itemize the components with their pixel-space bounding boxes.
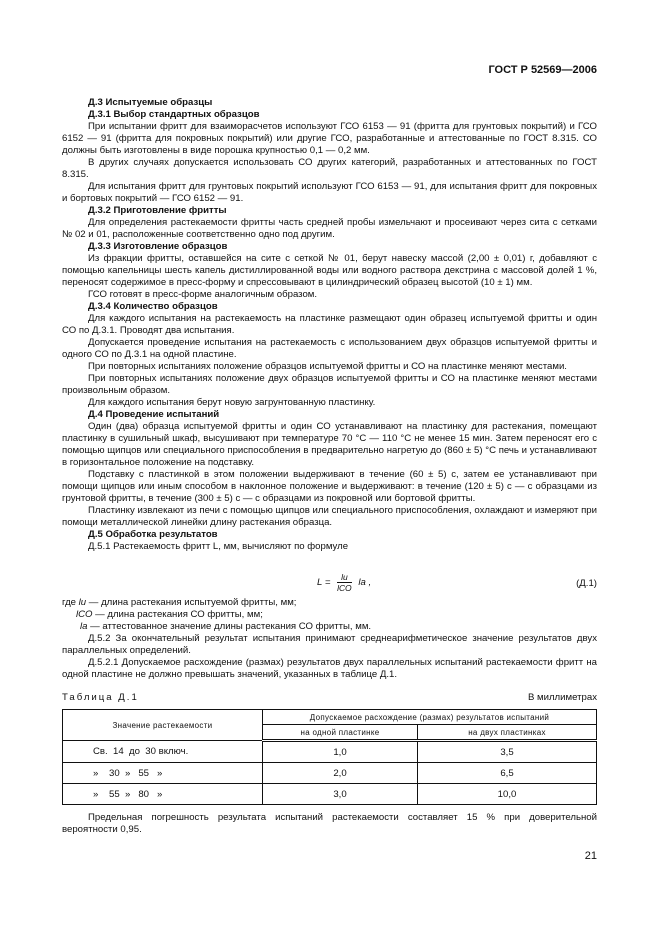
paragraph: Предельная погрешность результата испытаний растекаемости составляет 15 % при доверительной вероятности 0,95. <box>62 812 597 835</box>
formula-factor: lа , <box>358 577 372 589</box>
section-heading: Д.5 Обработка результатов <box>88 529 218 540</box>
paragraph: Допускается проведение испытания на растекаемость с использованием двух образцов испытуемой фритты и одного СО по Д.3.1 на одной пластине. <box>62 337 597 360</box>
paragraph: ГСО готовят в пресс-форме аналогичным образом. <box>88 289 318 300</box>
paragraph: Для определения растекаемости фритты часть средней пробы измельчают и просеивают через сита с сетками № 02 и 01, расположенные соответственно одно под другим. <box>62 217 597 240</box>
formula-lhs: L = <box>317 577 331 589</box>
paragraph: Для каждого испытания на растекаемость на пластинке размещают один образец испытуемой фритты и один СО по Д.3.1. Проводят два испытания. <box>62 313 597 336</box>
formula-d1 <box>62 570 597 594</box>
paragraph: При повторных испытаниях положение образцов испытуемой фритты и СО на пластинке меняют местами. <box>88 361 567 372</box>
paragraph: Для испытания фритт для грунтовых покрытий используют ГСО 6153 — 91, для испытания фритт для покровных и бортовых покрытий — ГСО 6152 — 91. <box>62 181 597 204</box>
header-value: Значение растекаемости <box>63 710 263 741</box>
final-text <box>62 812 597 836</box>
paragraph: При повторных испытаниях положение двух образцов испытуемой фритты и СО на пластинке меняют местами произвольным образом. <box>62 373 597 396</box>
formula-fraction <box>337 572 352 593</box>
section-heading: Д.3 Испытуемые образцы <box>88 97 213 108</box>
table-caption <box>62 692 597 703</box>
paragraph: В других случаях допускается использовать СО других категорий, разработанных и аттестованных по ГОСТ 8.315. <box>62 157 597 180</box>
table-row: » 55 » 80 » 3,0 10,0 <box>63 784 597 805</box>
header-two-plates: на двух пластинках <box>418 725 597 741</box>
header-one-plate: на одной пластинке <box>263 725 418 741</box>
paragraph: Из фракции фритты, оставшейся на сите с сеткой № 01, берут навеску массой (2,00 ± 0,01) г, добавляют с помощью капельницы шесть капель дистиллированной воды или водного раствора декстрина с массовой долей 1 %, переносят содержимое в пресс-форму и спрессовывают в цилиндрический образец высотой (10 ± 1) мм. <box>62 253 597 288</box>
header-group: Допускаемое расхождение (размах) результатов испытаний <box>263 710 597 725</box>
section-heading: Д.3.1 Выбор стандартных образцов <box>88 109 260 120</box>
paragraph: При испытании фритт для взаиморасчетов используют ГСО 6153 — 91 (фритта для грунтовых покрытий) и ГСО 6152 — 91 (фритта для покровных покрытий) или другие ГСО, разработанные и аттестованные по ГОСТ 8.315. СО должны быть изготовлены в виде порошка крупностью 0,1 — 0,2 мм. <box>62 121 597 156</box>
definition-item: lСО — длина растекания СО фритты, мм; <box>76 609 263 620</box>
table-row: » 30 » 55 » 2,0 6,5 <box>63 763 597 784</box>
formula-number: (Д.1) <box>576 578 597 589</box>
formula-denominator: lСО <box>337 583 352 593</box>
definition-item: где lи — длина растекания испытуемой фритты, мм; <box>62 597 297 608</box>
section-heading: Д.3.4 Количество образцов <box>88 301 218 312</box>
results-text <box>62 633 597 681</box>
table-units: В миллиметрах <box>527 692 597 703</box>
paragraph: Для каждого испытания берут новую загрунтованную пластинку. <box>88 397 376 408</box>
standard-header: ГОСТ Р 52569—2006 <box>488 64 597 76</box>
definition-item: lа — аттестованное значение длины растекания СО фритты, мм. <box>80 621 372 632</box>
tolerance-table <box>62 709 597 805</box>
formula-definitions <box>62 597 371 633</box>
section-heading: Д.4 Проведение испытаний <box>88 409 220 420</box>
page-number: 21 <box>584 850 597 862</box>
paragraph: Д.5.2.1 Допускаемое расхождение (размах) результатов двух параллельных испытаний растекаемости фритт на одной пластине не должно превышать значений, указанных в таблице Д.1. <box>62 657 597 680</box>
paragraph: Д.5.1 Растекаемость фритт L, мм, вычисляют по формуле <box>88 541 349 552</box>
paragraph: Д.5.2 За окончательный результат испытания принимают среднеарифметическое значение результатов двух параллельных определений. <box>62 633 597 656</box>
table-row: Св. 14 до 30 включ. 1,0 3,5 <box>63 741 597 763</box>
table-title: Таблица Д.1 <box>62 692 139 703</box>
paragraph: Пластинку извлекают из печи с помощью щипцов или специального приспособления, охлаждают и измеряют при помощи металлической линейки длину растекания образца. <box>62 505 597 528</box>
paragraph: Подставку с пластинкой в этом положении выдерживают в течение (60 ± 5) с, затем ее устанавливают при помощи щипцов или иным способом в наклонное положение и выдерживают: в течение (120 ± 5) с — с образцами из грунтовой фритты, в течение (300 ± 5) с — с образцами из покровной или бортовой фритты. <box>62 469 597 504</box>
section-heading: Д.3.3 Изготовление образцов <box>88 241 228 252</box>
formula-numerator: lи <box>337 572 352 583</box>
section-heading: Д.3.2 Приготовление фритты <box>88 205 227 216</box>
paragraph: Один (два) образца испытуемой фритты и один СО устанавливают на пластинку для растекания, помещают пластинку в сушильный шкаф, высушивают при температуре 70 °С — 110 °С не менее 15 мин. Затем переносят его с помощью щипцов или специального приспособления в предварительно нагретую до (860 ± 5) °С печь и устанавливают в горизонтальное положение на подставку. <box>62 421 597 468</box>
body-text <box>62 97 597 553</box>
